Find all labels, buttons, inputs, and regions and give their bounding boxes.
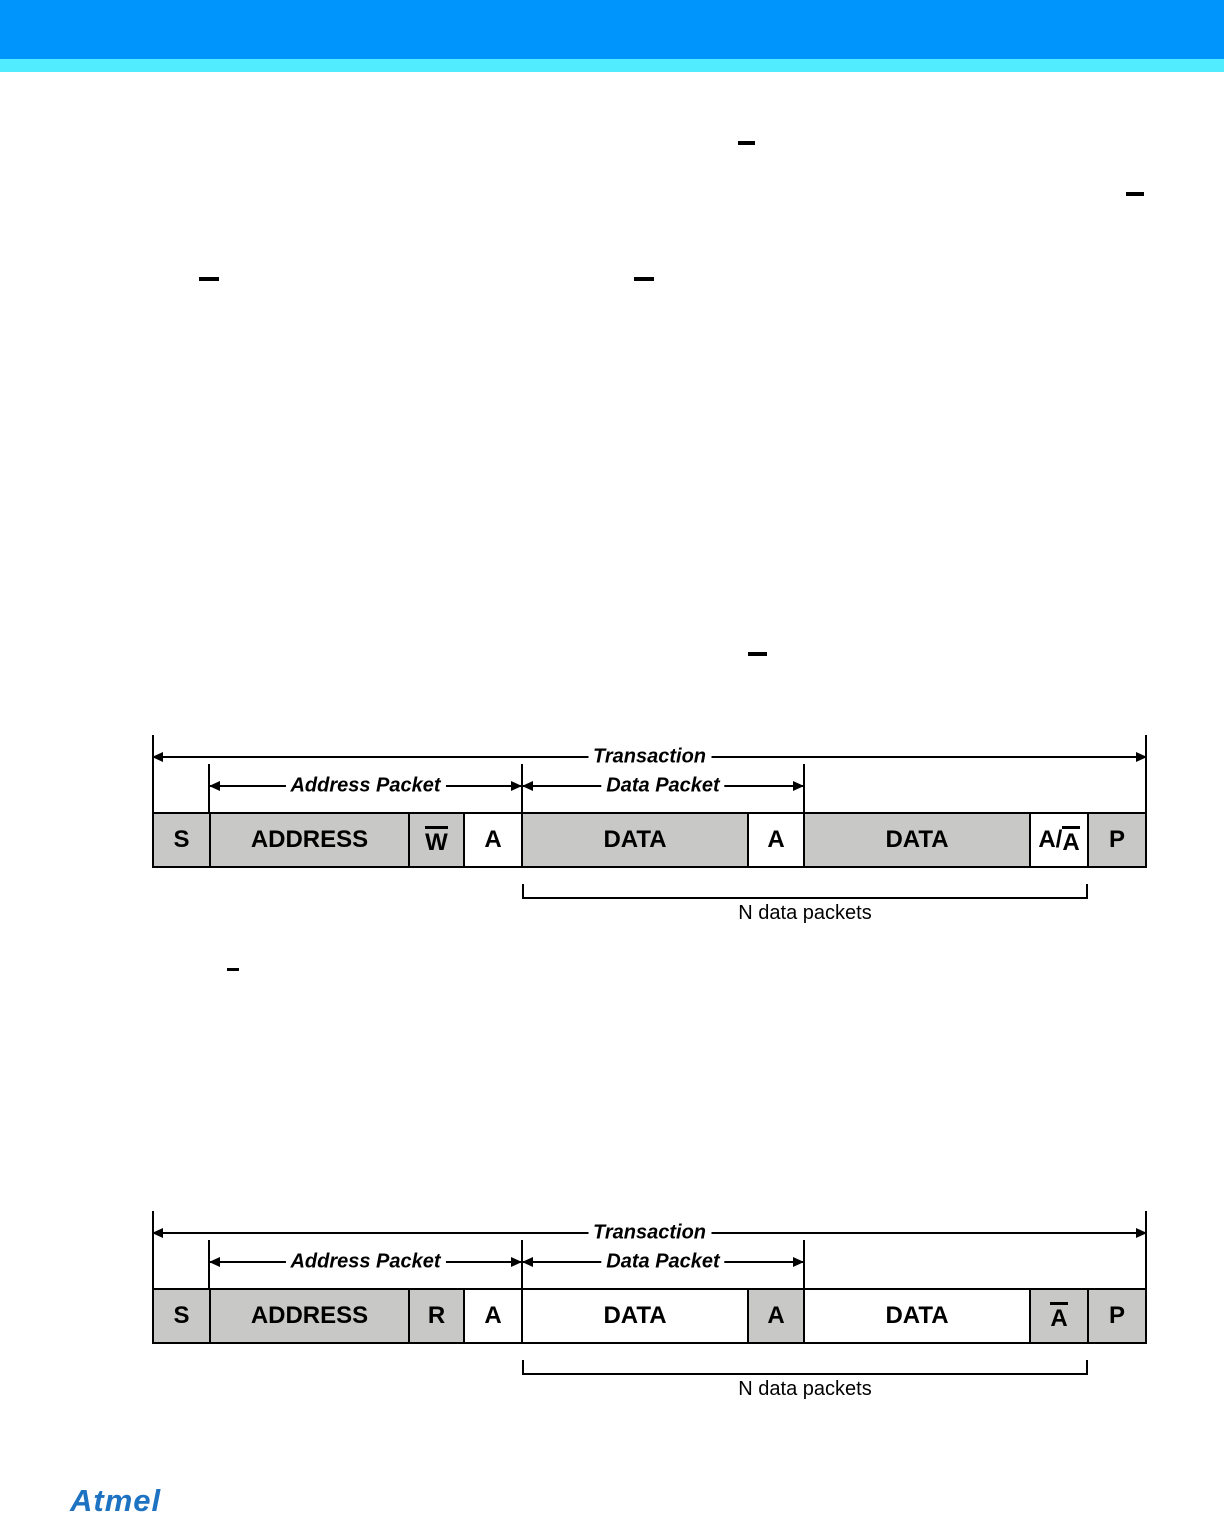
transaction-span-arrow [152, 1221, 1147, 1244]
arrowhead-right-icon [1136, 752, 1147, 762]
packet-cell-data: DATA [521, 1290, 747, 1342]
arrowhead-right-icon [511, 1257, 522, 1267]
packet-cell-nack: A [1029, 1290, 1087, 1342]
text-overline-mark [199, 277, 219, 281]
packet-cell-address: ADDRESS [209, 1290, 408, 1342]
bracket-line [522, 1373, 1088, 1375]
transaction-label: Transaction [588, 1222, 711, 1245]
guide-line [152, 1211, 154, 1290]
n-data-packets-label: N data packets [738, 1378, 872, 1400]
packet-box-row [152, 812, 1147, 868]
data-packet-label: Data Packet [601, 1251, 724, 1274]
text-overline-mark [738, 141, 755, 145]
data-packet-span-arrow [522, 1250, 804, 1273]
packet-cell-stop: P [1087, 1290, 1145, 1342]
address-packet-span-arrow [209, 1250, 522, 1273]
packet-cell-ack: A [747, 1290, 803, 1342]
arrowhead-left-icon [152, 752, 163, 762]
arrowhead-left-icon [152, 1228, 163, 1238]
data-packet-label: Data Packet [601, 775, 724, 798]
n-data-packets-label: N data packets [738, 902, 872, 924]
guide-line [152, 735, 154, 814]
arrowhead-right-icon [1136, 1228, 1147, 1238]
packet-cell-ack: A [463, 1290, 521, 1342]
arrowhead-right-icon [793, 1257, 804, 1267]
packet-cell-ack: A [747, 814, 803, 866]
transaction-label: Transaction [588, 746, 711, 769]
packet-cell-address: ADDRESS [209, 814, 408, 866]
text-overline-mark [634, 277, 654, 281]
packet-cell-ack-nack: A/ A [1029, 814, 1087, 866]
packet-cell-read-bit: R [408, 1290, 463, 1342]
address-packet-label: Address Packet [285, 1251, 445, 1274]
arrowhead-right-icon [793, 781, 804, 791]
arrowhead-left-icon [209, 781, 220, 791]
packet-box-row [152, 1288, 1147, 1344]
text-overline-mark [1126, 192, 1144, 196]
arrowhead-left-icon [522, 1257, 533, 1267]
guide-line [1145, 735, 1147, 814]
header-accent-strip [0, 59, 1224, 72]
arrowhead-left-icon [522, 781, 533, 791]
guide-line [1145, 1211, 1147, 1290]
packet-cell-start: S [154, 1290, 209, 1342]
twi-write-transaction-diagram [152, 730, 1147, 930]
text-overline-mark [748, 652, 767, 656]
address-packet-span-arrow [209, 774, 522, 797]
packet-cell-start: S [154, 814, 209, 866]
arrowhead-right-icon [511, 781, 522, 791]
data-packet-span-arrow [522, 774, 804, 797]
transaction-span-arrow [152, 745, 1147, 768]
address-packet-label: Address Packet [285, 775, 445, 798]
packet-cell-data: DATA [803, 814, 1029, 866]
atmel-logo: Atmel [70, 1483, 162, 1513]
packet-cell-ack: A [463, 814, 521, 866]
packet-cell-data: DATA [803, 1290, 1029, 1342]
packet-cell-data: DATA [521, 814, 747, 866]
packet-cell-write-bit: W [408, 814, 463, 866]
header-banner [0, 0, 1224, 59]
twi-read-transaction-diagram [152, 1206, 1147, 1406]
packet-cell-stop: P [1087, 814, 1145, 866]
text-overline-mark [227, 968, 239, 971]
bracket-line [522, 897, 1088, 899]
arrowhead-left-icon [209, 1257, 220, 1267]
